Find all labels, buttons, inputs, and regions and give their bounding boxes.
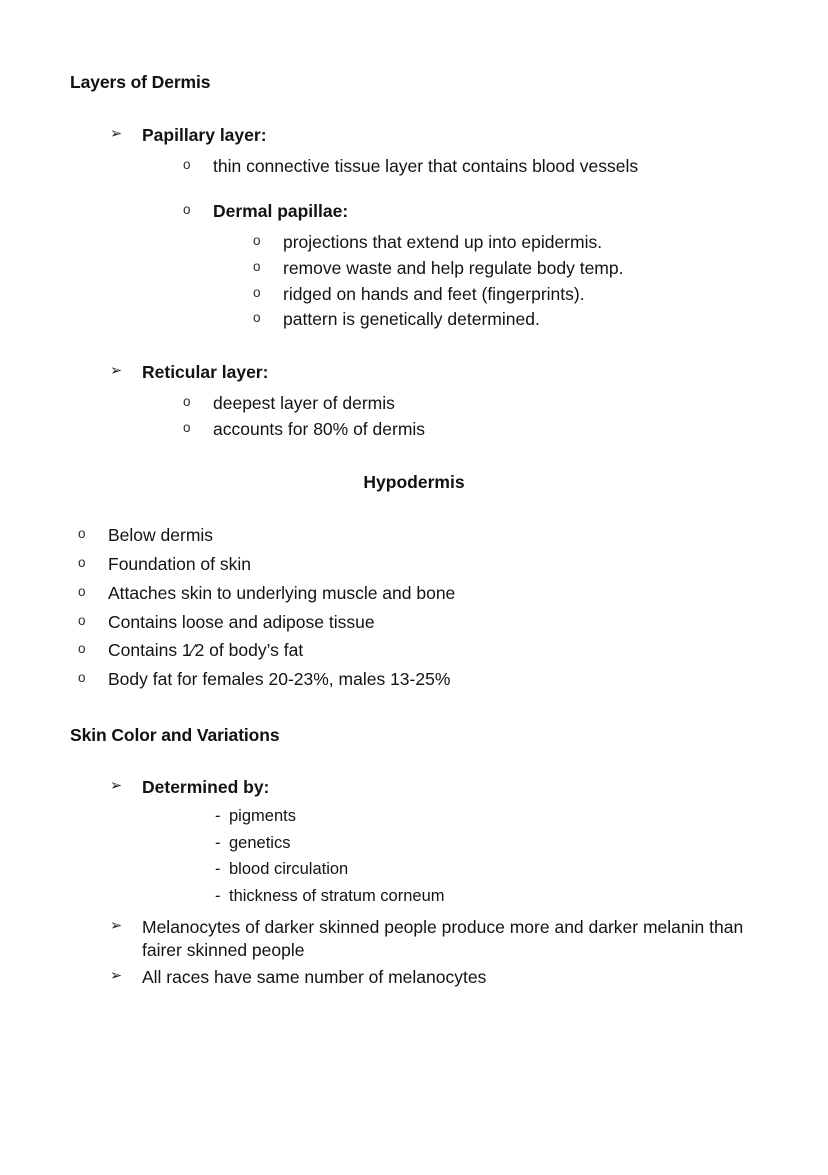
arrow-bullet-icon: ➢ (110, 918, 123, 935)
list-item-label: blood circulation (229, 860, 349, 879)
circle-bullet-icon: o (78, 555, 86, 570)
list-item-pigments (215, 806, 770, 827)
dash-bullet-icon: - (215, 833, 221, 852)
list-item-thickness-stratum-corneum (215, 886, 770, 907)
section-heading-skin-color-and-variations: Skin Color and Variations (70, 724, 280, 745)
spacer (70, 94, 770, 124)
list-item-label: Contains 1⁄2 of body’s fat (108, 640, 304, 661)
list-item-loose-adipose-tissue (78, 611, 770, 634)
spacer (70, 494, 770, 524)
arrow-bullet-icon: ➢ (110, 363, 123, 380)
list-item-label: Body fat for females 20-23%, males 13-25% (108, 669, 451, 689)
list-item-label: Dermal papillae: (213, 201, 349, 222)
list-item-projections (253, 231, 770, 254)
spacer (70, 177, 770, 200)
list-item-half-body-fat (78, 639, 770, 662)
list-item-label: Below dermis (108, 525, 214, 546)
list-item-label: projections that extend up into epidermis. (283, 232, 603, 253)
list-item-label: thickness of stratum corneum (229, 886, 445, 905)
circle-bullet-icon: o (78, 526, 86, 542)
list-item-label: deepest layer of dermis (213, 392, 395, 413)
list-hypodermis (70, 524, 770, 691)
list-item-label: remove waste and help regulate body temp. (283, 257, 624, 278)
list-item-dermal-papillae (183, 200, 770, 223)
list-item-label: Attaches skin to underlying muscle and bone (108, 582, 456, 603)
list-item-reticular-layer (110, 361, 770, 384)
list-item-attaches-skin (78, 582, 770, 605)
circle-bullet-icon: o (183, 156, 191, 172)
list-item-label: Foundation of skin (108, 554, 252, 574)
circle-bullet-icon: o (78, 612, 86, 628)
list-item-thin-connective-tissue (183, 155, 770, 178)
list-item-accounts-80-percent (183, 418, 770, 441)
list-item-label: thin connective tissue layer that contains blood vessels (213, 155, 639, 176)
list-item-body-fat-percentages (78, 668, 770, 691)
list-item-label: Melanocytes of darker skinned people produce more and darker melanin than fairer skinned people (142, 917, 744, 961)
list-item-pattern-genetic (253, 308, 770, 331)
dash-bullet-icon: - (215, 886, 221, 905)
spacer (70, 691, 770, 725)
list-item-label: accounts for 80% of dermis (213, 418, 426, 439)
list-item-label: Determined by: (142, 776, 270, 797)
list-item-deepest-layer (183, 392, 770, 415)
circle-bullet-icon: o (78, 670, 86, 685)
spacer (70, 223, 770, 231)
list-item-label: Papillary layer: (142, 124, 267, 145)
list-item-determined-by (110, 776, 770, 799)
spacer (70, 747, 770, 776)
arrow-bullet-icon: ➢ (110, 125, 123, 142)
list-item-label: Contains loose and adipose tissue (108, 611, 375, 632)
circle-bullet-icon: o (183, 393, 191, 409)
circle-bullet-icon: o (253, 258, 261, 274)
document-body (70, 72, 770, 988)
arrow-bullet-icon: ➢ (110, 777, 123, 794)
circle-bullet-icon: o (78, 641, 86, 657)
list-item-label: Reticular layer: (142, 362, 269, 383)
sublist-determined-by (70, 806, 770, 907)
list-item-label: ridged on hands and feet (fingerprints). (283, 283, 585, 304)
dash-bullet-icon: - (215, 807, 221, 826)
list-item-papillary-layer (110, 124, 770, 147)
sublist-dermal-papillae (70, 231, 770, 331)
list-item-all-races-melanocytes (110, 966, 770, 989)
circle-bullet-icon: o (253, 310, 261, 326)
list-item-label: pigments (229, 807, 296, 826)
section-heading-hypodermis: Hypodermis (363, 472, 465, 493)
spacer (70, 798, 770, 806)
list-item-label: genetics (229, 833, 291, 852)
list-item-label: pattern is genetically determined. (283, 309, 540, 330)
dash-bullet-icon: - (215, 860, 221, 879)
arrow-bullet-icon: ➢ (110, 967, 123, 984)
circle-bullet-icon: o (253, 284, 261, 300)
section-heading-layers-of-dermis: Layers of Dermis (70, 72, 211, 92)
spacer (70, 907, 770, 916)
list-item-blood-circulation (215, 859, 770, 880)
circle-bullet-icon: o (253, 233, 261, 249)
spacer (70, 440, 770, 472)
list-item-below-dermis (78, 524, 770, 547)
circle-bullet-icon: o (183, 202, 191, 218)
circle-bullet-icon: o (78, 583, 86, 599)
sublist-reticular-layer (70, 392, 770, 441)
list-item-remove-waste (253, 257, 770, 280)
spacer (70, 147, 770, 155)
list-item-ridged-hands-feet (253, 283, 770, 306)
list-item-melanocytes-darker-skin (110, 916, 800, 963)
list-item-foundation-of-skin (78, 553, 770, 576)
list-item-genetics (215, 833, 770, 854)
spacer (70, 331, 770, 361)
list-item-label: All races have same number of melanocytes (142, 966, 487, 987)
spacer (70, 384, 770, 392)
circle-bullet-icon: o (183, 419, 191, 435)
